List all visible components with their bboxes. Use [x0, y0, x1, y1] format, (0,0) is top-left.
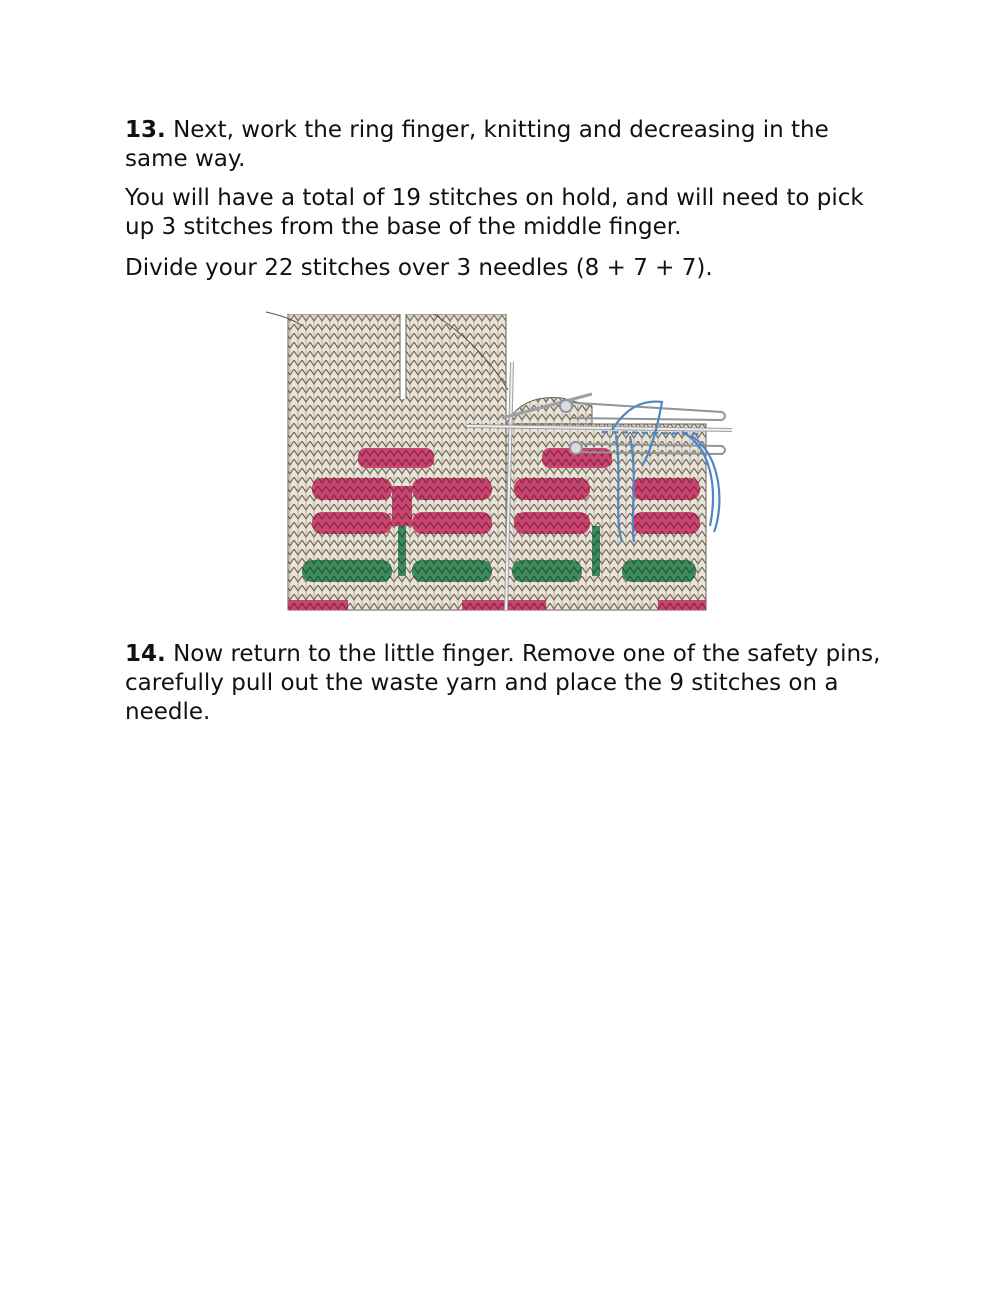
step-13-text: Next, work the ring finger, knitting and decreasing in the same way. — [125, 117, 829, 172]
knitting-fingers-illustration — [262, 306, 742, 614]
step-13-number: 13. — [125, 117, 166, 143]
step-14-text: Now return to the little finger. Remove one of the safety pins, carefully pull out the waste yarn and place the 9 stitches on a needle. — [125, 641, 881, 725]
divide-stitches-paragraph: Divide your 22 stitches over 3 needles (8 + 7 + 7). — [125, 255, 713, 281]
step-13-paragraph — [125, 116, 885, 174]
stitches-on-hold-paragraph: You will have a total of 19 stitches on hold, and will need to pick up 3 stitches from the base of the middle finger. — [125, 185, 864, 240]
step-14-number: 14. — [125, 641, 166, 667]
step-14-paragraph — [125, 640, 885, 727]
